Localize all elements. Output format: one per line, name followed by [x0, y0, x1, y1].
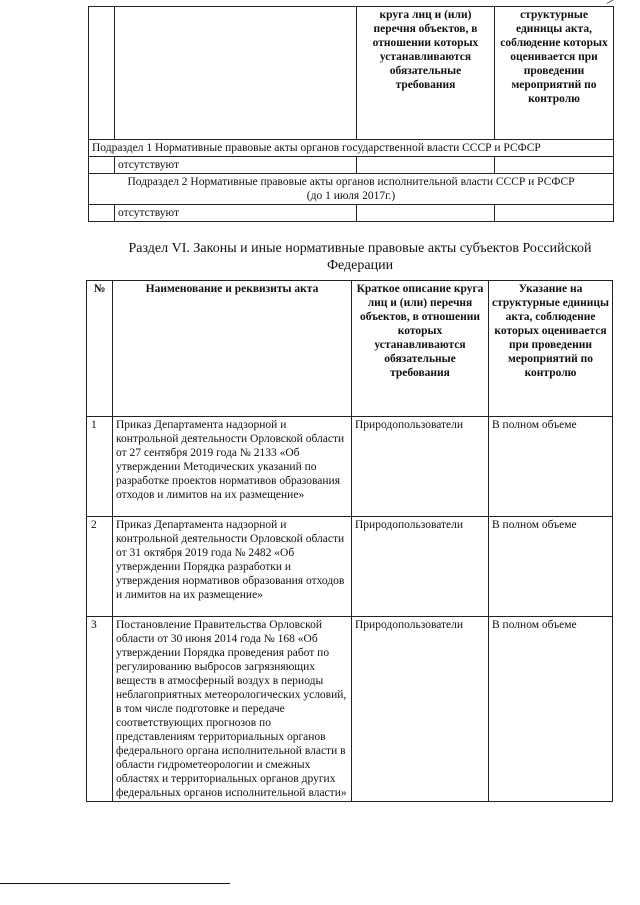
row-desc: Природопользователи	[352, 517, 489, 617]
cell-units	[495, 205, 614, 222]
row-desc: Природопользователи	[352, 417, 489, 517]
row-num: 3	[87, 617, 113, 802]
subsection-row	[89, 140, 614, 157]
row-name: Постановление Правительства Орловской области от 30 июня 2014 года № 168 «Об утверждении Порядка проведения работ по регулированию выбросов загрязняющих веществ в атмосферный воздух в периоды неблагоприятных метеорологических условий, в том числе подготовке и передаче соответствующих прогнозов по представлениям территориальных органов федерального органа исполнительной власти в области гидрометеорологии и смежных областях и территориальных органов других федеральных органов исполнительной власти»	[113, 617, 352, 802]
table-continued	[88, 6, 614, 222]
header-desc: Краткое описание круга лиц и (или) перечня объектов, в отношении которых устанавливаются обязательные требования	[352, 281, 489, 417]
table-row	[89, 205, 614, 222]
row-units: В полном объеме	[489, 517, 613, 617]
subsection-2-title	[89, 174, 614, 205]
cell-num	[89, 205, 115, 222]
subsection-2-line2: (до 1 июля 2017г.)	[306, 190, 396, 202]
cell-num	[89, 157, 115, 174]
subsection-1-title: Подраздел 1 Нормативные правовые акты органов государственной власти СССР и РСФСР	[89, 140, 614, 157]
subsection-2-line1: Подраздел 2 Нормативные правовые акты органов исполнительной власти СССР и РСФСР	[127, 176, 575, 188]
footnote-separator	[0, 883, 230, 884]
row-name: Приказ Департамента надзорной и контрольной деятельности Орловской области от 31 октября 2019 года № 2482 «Об утверждении Порядка разработки и утверждения нормативов образования отходов и лимитов на их размещение»	[113, 517, 352, 617]
cell-desc	[357, 205, 495, 222]
row-num: 1	[87, 417, 113, 517]
row-units: В полном объеме	[489, 417, 613, 517]
section-heading: Раздел VI. Законы и иные нормативные правовые акты субъектов Российской Федерации	[128, 241, 592, 273]
header-num: №	[87, 281, 113, 417]
header-units: Указание на структурные единицы акта, соблюдение которых оценивается при проведении мероприятий по контролю	[489, 281, 613, 417]
table-row	[87, 617, 613, 802]
row-name: Приказ Департамента надзорной и контрольной деятельности Орловской области от 27 сентября 2019 года № 2133 «Об утверждении Методических указаний по разработке проектов нормативов образования отходов и лимитов на их размещение»	[113, 417, 352, 517]
table-row	[87, 417, 613, 517]
corner-mark	[607, 0, 618, 4]
table-header-row	[89, 7, 614, 140]
table-row	[89, 157, 614, 174]
subsection-row	[89, 174, 614, 205]
table-header-row	[87, 281, 613, 417]
cell-desc	[357, 157, 495, 174]
subsection-2-value: отсутствуют	[115, 205, 357, 222]
header-name: Наименование и реквизиты акта	[113, 281, 352, 417]
header-cell-num	[89, 7, 115, 140]
acts-table	[86, 280, 613, 802]
row-units: В полном объеме	[489, 617, 613, 802]
row-desc: Природопользователи	[352, 617, 489, 802]
table-row	[87, 517, 613, 617]
row-num: 2	[87, 517, 113, 617]
cell-units	[495, 157, 614, 174]
header-cell-units: структурные единицы акта, соблюдение которых оценивается при проведении мероприятий по контролю	[495, 7, 614, 140]
header-cell-name	[115, 7, 357, 140]
subsection-1-value: отсутствуют	[115, 157, 357, 174]
header-cell-desc: круга лиц и (или) перечня объектов, в отношении которых устанавливаются обязательные требования	[357, 7, 495, 140]
